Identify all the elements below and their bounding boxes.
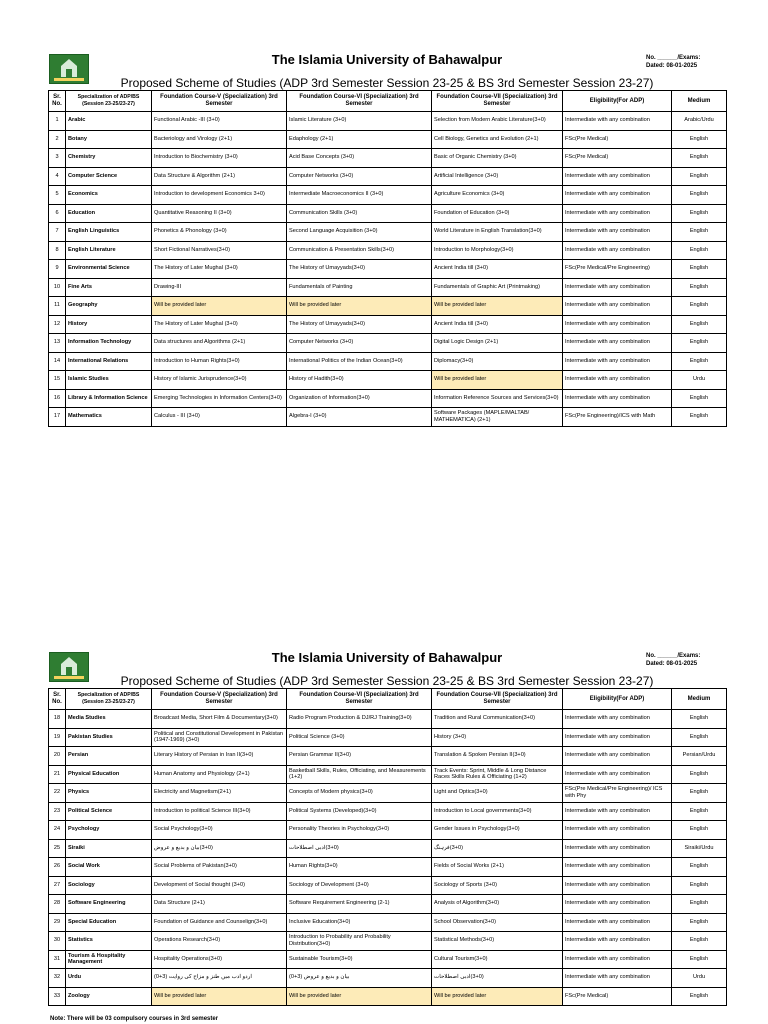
col-header-fc5: Foundation Course-V (Specialization) 3rd Semester xyxy=(152,689,287,710)
medium-cell: English xyxy=(672,278,727,297)
medium-cell: English xyxy=(672,932,727,951)
sr-cell: 7 xyxy=(49,223,66,242)
medium-cell: English xyxy=(672,408,727,427)
table-row xyxy=(49,352,727,371)
specialization-cell: Political Science xyxy=(66,802,152,821)
eligibility-cell: FSc(Pre Engineering)/ICS with Math xyxy=(563,408,672,427)
fc5-cell: Data Structure & Algorithm (2+1) xyxy=(152,167,287,186)
sr-cell: 28 xyxy=(49,895,66,914)
eligibility-cell: FSc(Pre Medical/Pre Engineering) xyxy=(563,260,672,279)
fc5-cell: Drawing-III xyxy=(152,278,287,297)
sr-cell: 31 xyxy=(49,950,66,969)
fc5-cell: Will be provided later xyxy=(152,987,287,1006)
sr-cell: 5 xyxy=(49,186,66,205)
specialization-cell: Chemistry xyxy=(66,149,152,168)
fc5-cell: Introduction to Human Rights(3+0) xyxy=(152,352,287,371)
fc5-cell: The History of Later Mughal (3+0) xyxy=(152,315,287,334)
specialization-cell: English Linguistics xyxy=(66,223,152,242)
medium-cell: English xyxy=(672,950,727,969)
eligibility-cell: FSc(Pre Medical) xyxy=(563,987,672,1006)
medium-cell: Arabic/Urdu xyxy=(672,112,727,131)
table-row xyxy=(49,241,727,260)
medium-cell: Persian/Urdu xyxy=(672,747,727,766)
eligibility-cell: Intermediate with any combination xyxy=(563,895,672,914)
fc7-cell: Ancient India till (3+0) xyxy=(432,315,563,334)
university-name: The Islamia University of Bahawalpur xyxy=(271,650,503,665)
page-two xyxy=(48,640,726,1006)
fc6-cell: بیان و بدیع و عروض (3+0) xyxy=(287,969,432,988)
table-row xyxy=(49,389,727,408)
fc5-cell: Calculus - III (3+0) xyxy=(152,408,287,427)
fc6-cell: Will be provided later xyxy=(287,297,432,316)
fc7-cell: Foundation of Education (3+0) xyxy=(432,204,563,223)
specialization-cell: Botany xyxy=(66,130,152,149)
fc7-cell: Analysis of Algorithm(3+0) xyxy=(432,895,563,914)
specialization-cell: Sociology xyxy=(66,876,152,895)
fc6-cell: International Politics of the Indian Ocean(3+0) xyxy=(287,352,432,371)
fc6-cell: Edaphology (2+1) xyxy=(287,130,432,149)
specialization-cell: Social Work xyxy=(66,858,152,877)
fc6-cell: Islamic Literature (3+0) xyxy=(287,112,432,131)
specialization-cell: Psychology xyxy=(66,821,152,840)
fc5-cell: Introduction to political Science III(3+0) xyxy=(152,802,287,821)
eligibility-cell: Intermediate with any combination xyxy=(563,389,672,408)
table-row xyxy=(49,223,727,242)
sr-cell: 24 xyxy=(49,821,66,840)
fc7-cell: Cell Biology, Genetics and Evolution (2+1) xyxy=(432,130,563,149)
fc7-cell: Introduction to Local governments(3+0) xyxy=(432,802,563,821)
sr-cell: 10 xyxy=(49,278,66,297)
medium-cell: English xyxy=(672,895,727,914)
reference-block xyxy=(646,54,724,70)
table-row xyxy=(49,167,727,186)
specialization-cell: Environmental Science xyxy=(66,260,152,279)
table-row xyxy=(49,784,727,803)
fc5-cell: Emerging Technologies in Information Centers(3+0) xyxy=(152,389,287,408)
table-row xyxy=(49,371,727,390)
fc7-cell: Cultural Tourism(3+0) xyxy=(432,950,563,969)
sr-cell: 14 xyxy=(49,352,66,371)
table-row xyxy=(49,876,727,895)
medium-cell: English xyxy=(672,186,727,205)
fc5-cell: Hospitality Operations(3+0) xyxy=(152,950,287,969)
specialization-cell: English Literature xyxy=(66,241,152,260)
sr-cell: 25 xyxy=(49,839,66,858)
specialization-cell: Pakistan Studies xyxy=(66,728,152,747)
specialization-cell: Geography xyxy=(66,297,152,316)
reference-number: No. ______/Exams: xyxy=(646,55,701,61)
specialization-cell: Fine Arts xyxy=(66,278,152,297)
medium-cell: English xyxy=(672,821,727,840)
scheme-table-2 xyxy=(48,688,727,1006)
medium-cell: Siraiki/Urdu xyxy=(672,839,727,858)
sr-cell: 1 xyxy=(49,112,66,131)
issue-date: Dated: 08-01-2025 xyxy=(646,661,698,667)
table-row xyxy=(49,913,727,932)
fc6-cell: Computer Networks (3+0) xyxy=(287,167,432,186)
fc7-cell: Digital Logic Design (2+1) xyxy=(432,334,563,353)
eligibility-cell: Intermediate with any combination xyxy=(563,278,672,297)
medium-cell: English xyxy=(672,728,727,747)
fc5-cell: The History of Later Mughal (3+0) xyxy=(152,260,287,279)
fc7-cell: Information Reference Sources and Services(3+0) xyxy=(432,389,563,408)
medium-cell: English xyxy=(672,315,727,334)
sr-cell: 4 xyxy=(49,167,66,186)
fc7-cell: Basic of Organic Chemistry (3+0) xyxy=(432,149,563,168)
fc6-cell: Human Rights(3+0) xyxy=(287,858,432,877)
specialization-cell: Islamic Studies xyxy=(66,371,152,390)
sr-cell: 22 xyxy=(49,784,66,803)
fc7-cell: Selection from Modern Arabic Literature(3+0) xyxy=(432,112,563,131)
medium-cell: English xyxy=(672,858,727,877)
table-row xyxy=(49,765,727,784)
fc6-cell: History of Hadith(3+0) xyxy=(287,371,432,390)
table-row xyxy=(49,186,727,205)
specialization-cell: Special Education xyxy=(66,913,152,932)
col-header-fc6: Foundation Course-VI (Specialization) 3rd Semester xyxy=(287,91,432,112)
fc6-cell: Communication Skills (3+0) xyxy=(287,204,432,223)
col-header-eligibility: Eligibility(For ADP) xyxy=(563,91,672,112)
fc6-cell: Intermediate Macroeconomics II (3+0) xyxy=(287,186,432,205)
medium-cell: English xyxy=(672,987,727,1006)
eligibility-cell: Intermediate with any combination xyxy=(563,876,672,895)
table-row xyxy=(49,315,727,334)
fc6-cell: Second Language Acquisition (3+0) xyxy=(287,223,432,242)
medium-cell: English xyxy=(672,710,727,729)
eligibility-cell: FSc(Pre Medical) xyxy=(563,130,672,149)
fc6-cell: Inclusive Education(3+0) xyxy=(287,913,432,932)
col-header-fc7: Foundation Course-VII (Specialization) 3rd Semester xyxy=(432,689,563,710)
table-row xyxy=(49,950,727,969)
fc5-cell: Introduction to development Economics 3+0) xyxy=(152,186,287,205)
specialization-cell: International Relations xyxy=(66,352,152,371)
medium-cell: Urdu xyxy=(672,371,727,390)
eligibility-cell: Intermediate with any combination xyxy=(563,821,672,840)
specialization-cell: Mathematics xyxy=(66,408,152,427)
medium-cell: English xyxy=(672,389,727,408)
table-row xyxy=(49,260,727,279)
medium-cell: English xyxy=(672,223,727,242)
eligibility-cell: Intermediate with any combination xyxy=(563,241,672,260)
eligibility-cell: Intermediate with any combination xyxy=(563,223,672,242)
sr-cell: 23 xyxy=(49,802,66,821)
fc6-cell: The History of Umayyads(3+0) xyxy=(287,315,432,334)
eligibility-cell: Intermediate with any combination xyxy=(563,802,672,821)
fc7-cell: Ancient India till (3+0) xyxy=(432,260,563,279)
table-row xyxy=(49,278,727,297)
medium-cell: English xyxy=(672,876,727,895)
eligibility-cell: Intermediate with any combination xyxy=(563,839,672,858)
eligibility-cell: Intermediate with any combination xyxy=(563,858,672,877)
table-row xyxy=(49,728,727,747)
col-header-sr: Sr. No. xyxy=(49,91,66,112)
table-row xyxy=(49,297,727,316)
eligibility-cell: Intermediate with any combination xyxy=(563,112,672,131)
fc6-cell: Computer Networks (3+0) xyxy=(287,334,432,353)
fc5-cell: Phonetics & Phonology (3+0) xyxy=(152,223,287,242)
eligibility-cell: Intermediate with any combination xyxy=(563,204,672,223)
medium-cell: English xyxy=(672,167,727,186)
medium-cell: English xyxy=(672,241,727,260)
sr-cell: 3 xyxy=(49,149,66,168)
fc6-cell: Persian Grammar II(3+0) xyxy=(287,747,432,766)
eligibility-cell: Intermediate with any combination xyxy=(563,352,672,371)
specialization-cell: Zoology xyxy=(66,987,152,1006)
fc5-cell: Broadcast Media, Short Film & Documentary(3+0) xyxy=(152,710,287,729)
fc5-cell: Operations Research(3+0) xyxy=(152,932,287,951)
fc5-cell: Short Fictional Narratives(3+0) xyxy=(152,241,287,260)
fc6-cell: Algebra-I (3+0) xyxy=(287,408,432,427)
table-row xyxy=(49,858,727,877)
fc5-cell: Social Problems of Pakistan(3+0) xyxy=(152,858,287,877)
sr-cell: 29 xyxy=(49,913,66,932)
sr-cell: 19 xyxy=(49,728,66,747)
fc5-cell: Quantitative Reasoning II (3+0) xyxy=(152,204,287,223)
eligibility-cell: Intermediate with any combination xyxy=(563,186,672,205)
footer-note: Note: There will be 03 compulsory courses in 3rd semester xyxy=(50,1016,219,1022)
specialization-cell: Software Engineering xyxy=(66,895,152,914)
fc7-cell: World Literature in English Translation(3+0) xyxy=(432,223,563,242)
col-header-specialization: Specialization of ADP/BS (Session 23-25/23-27) xyxy=(66,689,152,710)
fc5-cell: Data Structure (2+1) xyxy=(152,895,287,914)
specialization-cell: Education xyxy=(66,204,152,223)
reference-block xyxy=(646,652,724,668)
sr-cell: 6 xyxy=(49,204,66,223)
fc7-cell: Sociology of Sports (3+0) xyxy=(432,876,563,895)
fc7-cell: Fundamentals of Graphic Art (Printmaking) xyxy=(432,278,563,297)
table-row xyxy=(49,710,727,729)
col-header-sr: Sr. No. xyxy=(49,689,66,710)
fc7-cell: Agriculture Economics (3+0) xyxy=(432,186,563,205)
fc7-cell: Introduction to Morphology(3+0) xyxy=(432,241,563,260)
eligibility-cell: Intermediate with any combination xyxy=(563,710,672,729)
fc7-cell: Gender Issues in Psychology(3+0) xyxy=(432,821,563,840)
fc6-cell: Acid Base Concepts (3+0) xyxy=(287,149,432,168)
fc5-cell: Introduction to Biochemistry (3+0) xyxy=(152,149,287,168)
fc6-cell: Political Systems (Developed)(3+0) xyxy=(287,802,432,821)
fc6-cell: Will be provided later xyxy=(287,987,432,1006)
university-name: The Islamia University of Bahawalpur xyxy=(271,52,503,67)
fc5-cell: Will be provided later xyxy=(152,297,287,316)
specialization-cell: History xyxy=(66,315,152,334)
fc5-cell: Foundation of Guidance and Counselign(3+0) xyxy=(152,913,287,932)
col-header-fc7: Foundation Course-VII (Specialization) 3rd Semester xyxy=(432,91,563,112)
fc5-cell: Human Anatomy and Physiology (2+1) xyxy=(152,765,287,784)
eligibility-cell: Intermediate with any combination xyxy=(563,765,672,784)
sr-cell: 21 xyxy=(49,765,66,784)
fc7-cell: History (3+0) xyxy=(432,728,563,747)
table-row xyxy=(49,821,727,840)
sr-cell: 8 xyxy=(49,241,66,260)
issue-date: Dated: 08-01-2025 xyxy=(646,63,698,69)
eligibility-cell: Intermediate with any combination xyxy=(563,167,672,186)
table-row xyxy=(49,747,727,766)
fc7-cell: Diplomacy(3+0) xyxy=(432,352,563,371)
specialization-cell: Siraiki xyxy=(66,839,152,858)
sr-cell: 9 xyxy=(49,260,66,279)
specialization-cell: Urdu xyxy=(66,969,152,988)
sr-cell: 30 xyxy=(49,932,66,951)
fc6-cell: Personality Theories in Psychology(3+0) xyxy=(287,821,432,840)
fc6-cell: Concepts of Modern physics(3+0) xyxy=(287,784,432,803)
table-row xyxy=(49,969,727,988)
reference-number: No. ______/Exams: xyxy=(646,653,701,659)
col-header-eligibility: Eligibility(For ADP) xyxy=(563,689,672,710)
table-row xyxy=(49,895,727,914)
eligibility-cell: Intermediate with any combination xyxy=(563,315,672,334)
sr-cell: 18 xyxy=(49,710,66,729)
eligibility-cell: Intermediate with any combination xyxy=(563,950,672,969)
fc5-cell: Functional Arabic -III (3+0) xyxy=(152,112,287,131)
specialization-cell: Economics xyxy=(66,186,152,205)
table-row xyxy=(49,408,727,427)
fc6-cell: Introduction to Probability and Probability Distribution(3+0) xyxy=(287,932,432,951)
specialization-cell: Computer Science xyxy=(66,167,152,186)
sr-cell: 17 xyxy=(49,408,66,427)
specialization-cell: Tourism & Hospitality Management xyxy=(66,950,152,969)
col-header-medium: Medium xyxy=(672,689,727,710)
table-row xyxy=(49,839,727,858)
fc5-cell: Data structures and Algorithms (2+1) xyxy=(152,334,287,353)
fc6-cell: Sociology of Development (3+0) xyxy=(287,876,432,895)
sr-cell: 33 xyxy=(49,987,66,1006)
specialization-cell: Media Studies xyxy=(66,710,152,729)
eligibility-cell: Intermediate with any combination xyxy=(563,932,672,951)
specialization-cell: Information Technology xyxy=(66,334,152,353)
page-one xyxy=(48,42,726,427)
medium-cell: English xyxy=(672,765,727,784)
eligibility-cell: Intermediate with any combination xyxy=(563,334,672,353)
sr-cell: 26 xyxy=(49,858,66,877)
fc7-cell: School Observation(3+0) xyxy=(432,913,563,932)
medium-cell: English xyxy=(672,149,727,168)
sr-cell: 2 xyxy=(49,130,66,149)
fc5-cell: Political and Constitutional Development in Pakistan (1947-1969) (3+0) xyxy=(152,728,287,747)
sr-cell: 20 xyxy=(49,747,66,766)
table-row xyxy=(49,987,727,1006)
sr-cell: 27 xyxy=(49,876,66,895)
fc5-cell: اردو ادب میں طنز و مزاح کی روایت (3+0) xyxy=(152,969,287,988)
sr-cell: 32 xyxy=(49,969,66,988)
fc7-cell: (3+0)فرہنگ xyxy=(432,839,563,858)
medium-cell: English xyxy=(672,334,727,353)
fc7-cell: Fields of Social Works (2+1) xyxy=(432,858,563,877)
fc5-cell: (3+0)بیان و بدیع و عروض xyxy=(152,839,287,858)
table-row xyxy=(49,130,727,149)
fc7-cell: Artificial Intelligence (3+0) xyxy=(432,167,563,186)
eligibility-cell: FSc(Pre Medical) xyxy=(563,149,672,168)
medium-cell: English xyxy=(672,297,727,316)
fc5-cell: Development of Social thought (3+0) xyxy=(152,876,287,895)
table-row xyxy=(49,204,727,223)
scheme-table-1 xyxy=(48,90,727,427)
fc6-cell: Sustainable Tourism(3+0) xyxy=(287,950,432,969)
fc5-cell: Social Psychology(3+0) xyxy=(152,821,287,840)
specialization-cell: Physical Education xyxy=(66,765,152,784)
sr-cell: 15 xyxy=(49,371,66,390)
medium-cell: English xyxy=(672,352,727,371)
page-header xyxy=(48,42,726,90)
specialization-cell: Library & Information Science xyxy=(66,389,152,408)
col-header-medium: Medium xyxy=(672,91,727,112)
sr-cell: 12 xyxy=(49,315,66,334)
specialization-cell: Arabic xyxy=(66,112,152,131)
eligibility-cell: Intermediate with any combination xyxy=(563,969,672,988)
eligibility-cell: Intermediate with any combination xyxy=(563,747,672,766)
specialization-cell: Persian xyxy=(66,747,152,766)
table-row xyxy=(49,802,727,821)
medium-cell: English xyxy=(672,204,727,223)
scheme-title: Proposed Scheme of Studies (ADP 3rd Semester Session 23-25 & BS 3rd Semester Session 23-27) xyxy=(120,76,654,90)
fc5-cell: Literary History of Persian in Iran II(3+0) xyxy=(152,747,287,766)
fc5-cell: Bacteriology and Virology (2+1) xyxy=(152,130,287,149)
sr-cell: 16 xyxy=(49,389,66,408)
sr-cell: 13 xyxy=(49,334,66,353)
medium-cell: English xyxy=(672,784,727,803)
eligibility-cell: Intermediate with any combination xyxy=(563,913,672,932)
table-row xyxy=(49,149,727,168)
fc6-cell: Political Science (3+0) xyxy=(287,728,432,747)
scheme-title: Proposed Scheme of Studies (ADP 3rd Semester Session 23-25 & BS 3rd Semester Session 23-27) xyxy=(120,674,654,688)
medium-cell: English xyxy=(672,130,727,149)
eligibility-cell: FSc(Pre Medical/Pre Engineering)/ ICS with Phy xyxy=(563,784,672,803)
fc7-cell: Will be provided later xyxy=(432,371,563,390)
table-row xyxy=(49,112,727,131)
fc6-cell: Software Requirement Engineering (2-1) xyxy=(287,895,432,914)
fc6-cell: (3+0)ادبی اصطلاحات xyxy=(287,839,432,858)
medium-cell: English xyxy=(672,802,727,821)
fc7-cell: Light and Optics(3+0) xyxy=(432,784,563,803)
fc7-cell: Track Events: Sprint, Middle & Long Distance Races Skills Rules & Officiating (1+2) xyxy=(432,765,563,784)
col-header-fc5: Foundation Course-V (Specialization) 3rd Semester xyxy=(152,91,287,112)
medium-cell: English xyxy=(672,260,727,279)
fc7-cell: (3+0)ادبی اصطلاحات xyxy=(432,969,563,988)
eligibility-cell: Intermediate with any combination xyxy=(563,371,672,390)
eligibility-cell: Intermediate with any combination xyxy=(563,728,672,747)
fc5-cell: History of Islamic Jurisprudence(3+0) xyxy=(152,371,287,390)
medium-cell: Urdu xyxy=(672,969,727,988)
fc6-cell: Fundamentals of Painting xyxy=(287,278,432,297)
medium-cell: English xyxy=(672,913,727,932)
col-header-specialization: Specialization of ADP/BS (Session 23-25/23-27) xyxy=(66,91,152,112)
fc7-cell: Statistical Methods(3+0) xyxy=(432,932,563,951)
col-header-fc6: Foundation Course-VI (Specialization) 3rd Semester xyxy=(287,689,432,710)
specialization-cell: Physics xyxy=(66,784,152,803)
eligibility-cell: Intermediate with any combination xyxy=(563,297,672,316)
fc7-cell: Software Packages (MAPLE/MALTAB/ MATHEMATICA) (2+1) xyxy=(432,408,563,427)
fc6-cell: Organization of Information(3+0) xyxy=(287,389,432,408)
fc6-cell: Communication & Presentation Skills(3+0) xyxy=(287,241,432,260)
table-row xyxy=(49,932,727,951)
fc6-cell: The History of Umayyads(3+0) xyxy=(287,260,432,279)
sr-cell: 11 xyxy=(49,297,66,316)
fc6-cell: Basketball Skills, Rules, Officiating, and Measurements (1+2) xyxy=(287,765,432,784)
fc7-cell: Translation & Spoken Persian II(3+0) xyxy=(432,747,563,766)
table-row xyxy=(49,334,727,353)
fc6-cell: Radio Program Production & DJ/RJ Training(3+0) xyxy=(287,710,432,729)
fc7-cell: Will be provided later xyxy=(432,297,563,316)
page-header xyxy=(48,640,726,688)
specialization-cell: Statistics xyxy=(66,932,152,951)
fc5-cell: Electricity and Magnetism(2+1) xyxy=(152,784,287,803)
fc7-cell: Tradition and Rural Communication(3+0) xyxy=(432,710,563,729)
fc7-cell: Will be provided later xyxy=(432,987,563,1006)
